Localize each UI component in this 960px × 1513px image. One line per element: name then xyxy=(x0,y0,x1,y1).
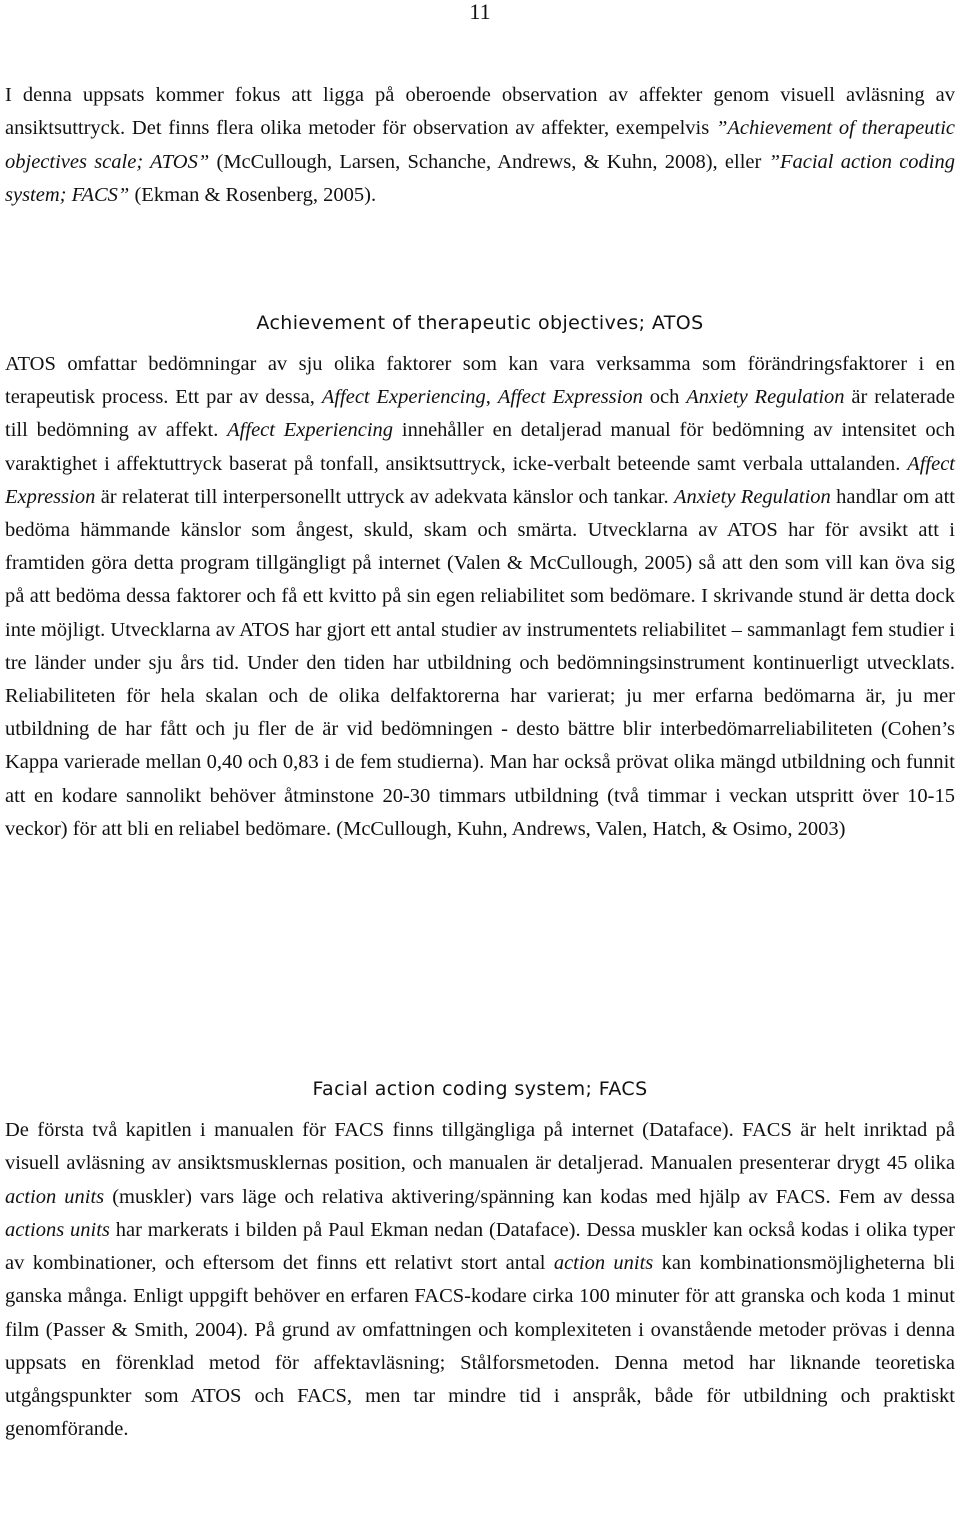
italic-term: Affect Experiencing xyxy=(321,386,486,409)
intro-paragraph xyxy=(5,79,955,213)
italic-term: actions units xyxy=(5,1218,110,1241)
italic-term: action units xyxy=(5,1185,105,1208)
italic-term: Anxiety Regulation xyxy=(673,485,831,508)
italic-term: Anxiety Regulation xyxy=(686,386,845,409)
italic-term: Affect Expression xyxy=(497,386,643,409)
section-heading-atos: Achievement of therapeutic objectives; ATOS xyxy=(256,312,704,334)
facs-paragraph xyxy=(5,1114,955,1447)
text-segment: har markerats i bilden på Paul Ekman nedan (Dataface). Dessa muskler kan också kodas i olika typer av kombinationer, och eftersom det finns ett relativt stort antal xyxy=(5,1218,955,1274)
text-segment: (Ekman & Rosenberg, 2005). xyxy=(129,184,377,207)
text-segment: innehåller en detaljerad manual för bedömning av intensitet och varaktighet i affektuttryck baserat på tonfall, ansiktsuttryck, icke-verbalt beteende samt verbala uttalanden. xyxy=(5,419,956,475)
page-number: 11 xyxy=(469,0,491,24)
atos-paragraph xyxy=(5,348,955,846)
text-segment: och xyxy=(642,386,687,409)
text-segment: ATOS omfattar bedömningar av sju olika faktorer som kan vara verksamma som förändringsfaktorer i en terapeutisk process. Ett par av dessa, xyxy=(5,353,955,409)
text-segment: (muskler) vars läge och relativa aktivering/spänning kan kodas med hjälp av FACS. Fem av dessa xyxy=(104,1185,955,1208)
italic-term: Affect Expression xyxy=(5,452,955,508)
italic-term: Affect Experiencing xyxy=(227,419,394,442)
text-segment: I denna uppsats kommer fokus att ligga på oberoende observation av affekter genom visuell avläsning av ansiktsuttryck. Det finns flera olika metoder för observation av affekter, exempelvis xyxy=(5,84,955,140)
text-segment: (McCullough, Larsen, Schanche, Andrews, & Kuhn, 2008), eller xyxy=(209,150,769,173)
italic-term: ”Achievement of therapeutic objectives scale; ATOS” xyxy=(5,117,955,173)
section-heading-facs: Facial action coding system; FACS xyxy=(312,1078,648,1100)
italic-term: action units xyxy=(553,1252,654,1274)
text-segment: kan kombinationsmöjligheterna bli ganska många. Enligt uppgift behöver en erfaren FACS-kodare cirka 100 minuter för att granska och koda 1 minut film (Passer & Smith, 2004). På grund av omfattningen och komplexiteten i ovanstående metoder prövas i denna uppsats en förenklad metod för affektavläsning; Stålforsmetoden. Denna metod har liknande teoretiska utgångspunkter som ATOS och FACS, men tar mindre tid i anspråk, både för utbildning och praktiskt genomförande. xyxy=(5,1252,956,1441)
italic-term: ”Facial action coding system; FACS” xyxy=(5,150,955,207)
text-segment: är relaterade till bedömning av affekt. xyxy=(5,386,956,442)
text-segment: De första två kapitlen i manualen för FACS finns tillgängliga på internet (Dataface). FACS är helt inriktad på visuell avläsning av ansiktsmusklernas position, och manualen är detaljerad. Manualen presenterar drygt 45 olika xyxy=(5,1119,955,1175)
text-segment: är relaterat till interpersonellt uttryck av adekvata känslor och tankar. xyxy=(95,485,674,508)
text-segment: , xyxy=(485,386,498,409)
text-segment: handlar om att bedöma hämmande känslor som ångest, skuld, skam och smärta. Utvecklarna av ATOS har för avsikt att i framtiden göra detta program tillgängligt på internet (Valen & McCullough, 2005) så att den som vill kan öva sig på att bedöma dessa faktorer och få ett kvitto på sin egen reliabilitet som bedömare. I skrivande stund är detta dock inte möjligt. Utvecklarna av ATOS har gjort ett antal studier av instrumentets reliabilitet – sammanlagt fem studier i tre länder under sju års tid. Under den tiden har utbildning och bedömningsinstrument kontinuerligt utvecklats. Reliabiliteten för hela skalan och de olika delfaktorerna har varierat; ju mer erfarna bedömarna är, ju mer utbildning de har fått och ju fler de är vid bedömningen - desto bättre blir interbedömarreliabiliteten (Cohen’s Kappa varierade mellan 0,40 och 0,83 i de fem studierna). Man har också prövat olika mängd utbildning och funnit att en kodare sannolikt behöver åtminstone 20-30 timmars utbildning (två timmar i veckan utspritt över 10-15 veckor) för att bli en reliabel bedömare. (McCullough, Kuhn, Andrews, Valen, Hatch, & Osimo, 2003) xyxy=(5,485,956,840)
